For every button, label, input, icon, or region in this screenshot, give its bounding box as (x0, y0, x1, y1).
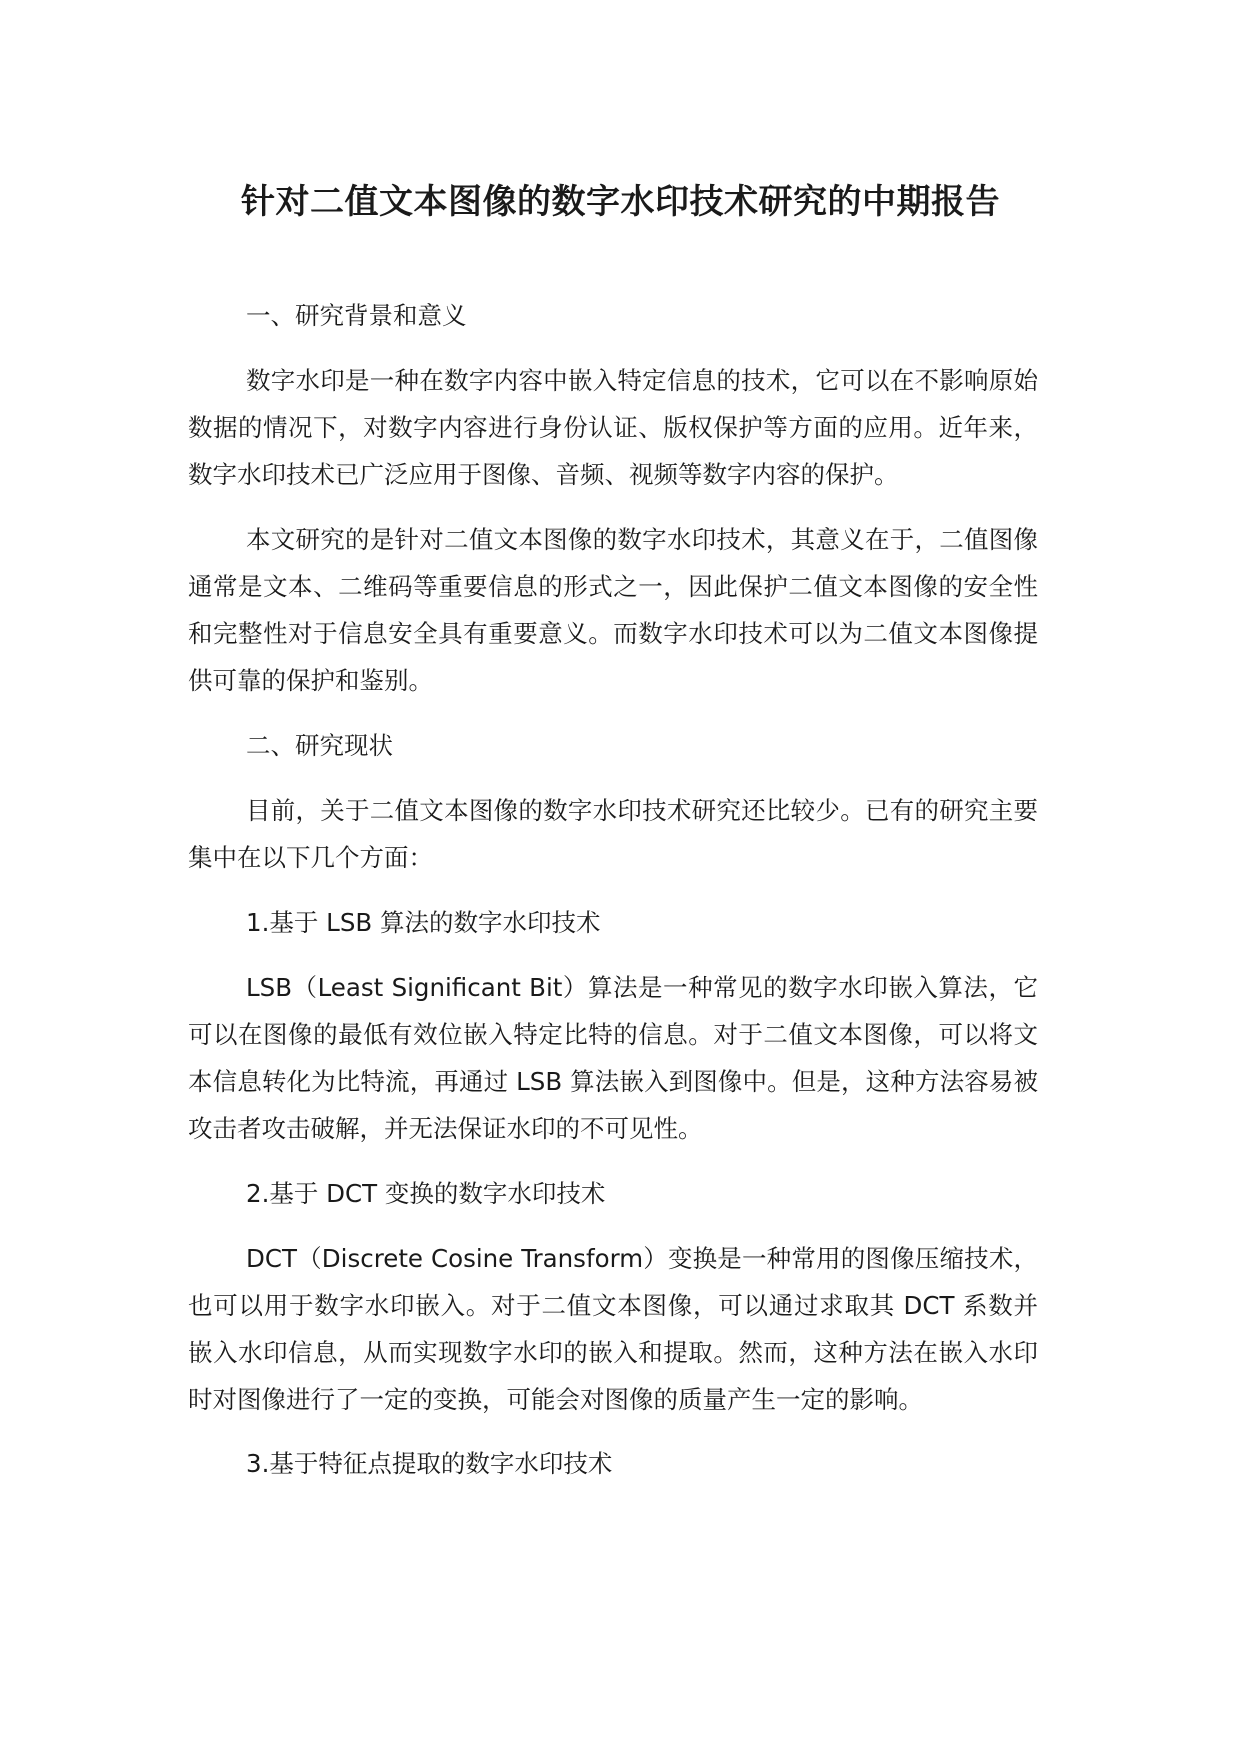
section1-heading: 一、研究背景和意义 (246, 301, 467, 330)
section2-heading: 二、研究现状 (246, 731, 393, 760)
section2-intro: 目前，关于二值文本图像的数字水印技术研究还比较少。已有的研究主要集中在以下几个方面： (188, 796, 1038, 872)
section1-paragraph-1: 数字水印是一种在数字内容中嵌入特定信息的技术，它可以在不影响原始数据的情况下，对数字内容进行身份认证、版权保护等方面的应用。近年来，数字水印技术已广泛应用于图像、音频、视频等数字内容的保护。 (188, 366, 1038, 489)
section1-paragraph-2: 本文研究的是针对二值文本图像的数字水印技术，其意义在于，二值图像通常是文本、二维码等重要信息的形式之一，因此保护二值文本图像的安全性和完整性对于信息安全具有重要意义。而数字水印技术可以为二值文本图像提供可靠的保护和鉴别。 (188, 525, 1038, 695)
item3-heading: 3.基于特征点提取的数字水印技术 (246, 1449, 613, 1478)
document-title: 针对二值文本图像的数字水印技术研究的中期报告 (241, 182, 1000, 222)
document-body (188, 292, 1038, 1487)
item2-paragraph: DCT（Discrete Cosine Transform）变换是一种常用的图像压缩技术，也可以用于数字水印嵌入。对于二值文本图像，可以通过求取其 DCT 系数并嵌入水印信息，从而实现数字水印的嵌入和提取。然而，这种方法在嵌入水印时对图像进行了一定的变换，可能会对图像的质量产生一定的影响。 (188, 1244, 1038, 1414)
item2-heading: 2.基于 DCT 变换的数字水印技术 (246, 1179, 606, 1208)
item1-heading: 1.基于 LSB 算法的数字水印技术 (246, 908, 601, 937)
item1-paragraph: LSB（Least Significant Bit）算法是一种常见的数字水印嵌入算法，它可以在图像的最低有效位嵌入特定比特的信息。对于二值文本图像，可以将文本信息转化为比特流，再通过 LSB 算法嵌入到图像中。但是，这种方法容易被攻击者攻击破解，并无法保证水印的不可见性。 (188, 973, 1038, 1143)
